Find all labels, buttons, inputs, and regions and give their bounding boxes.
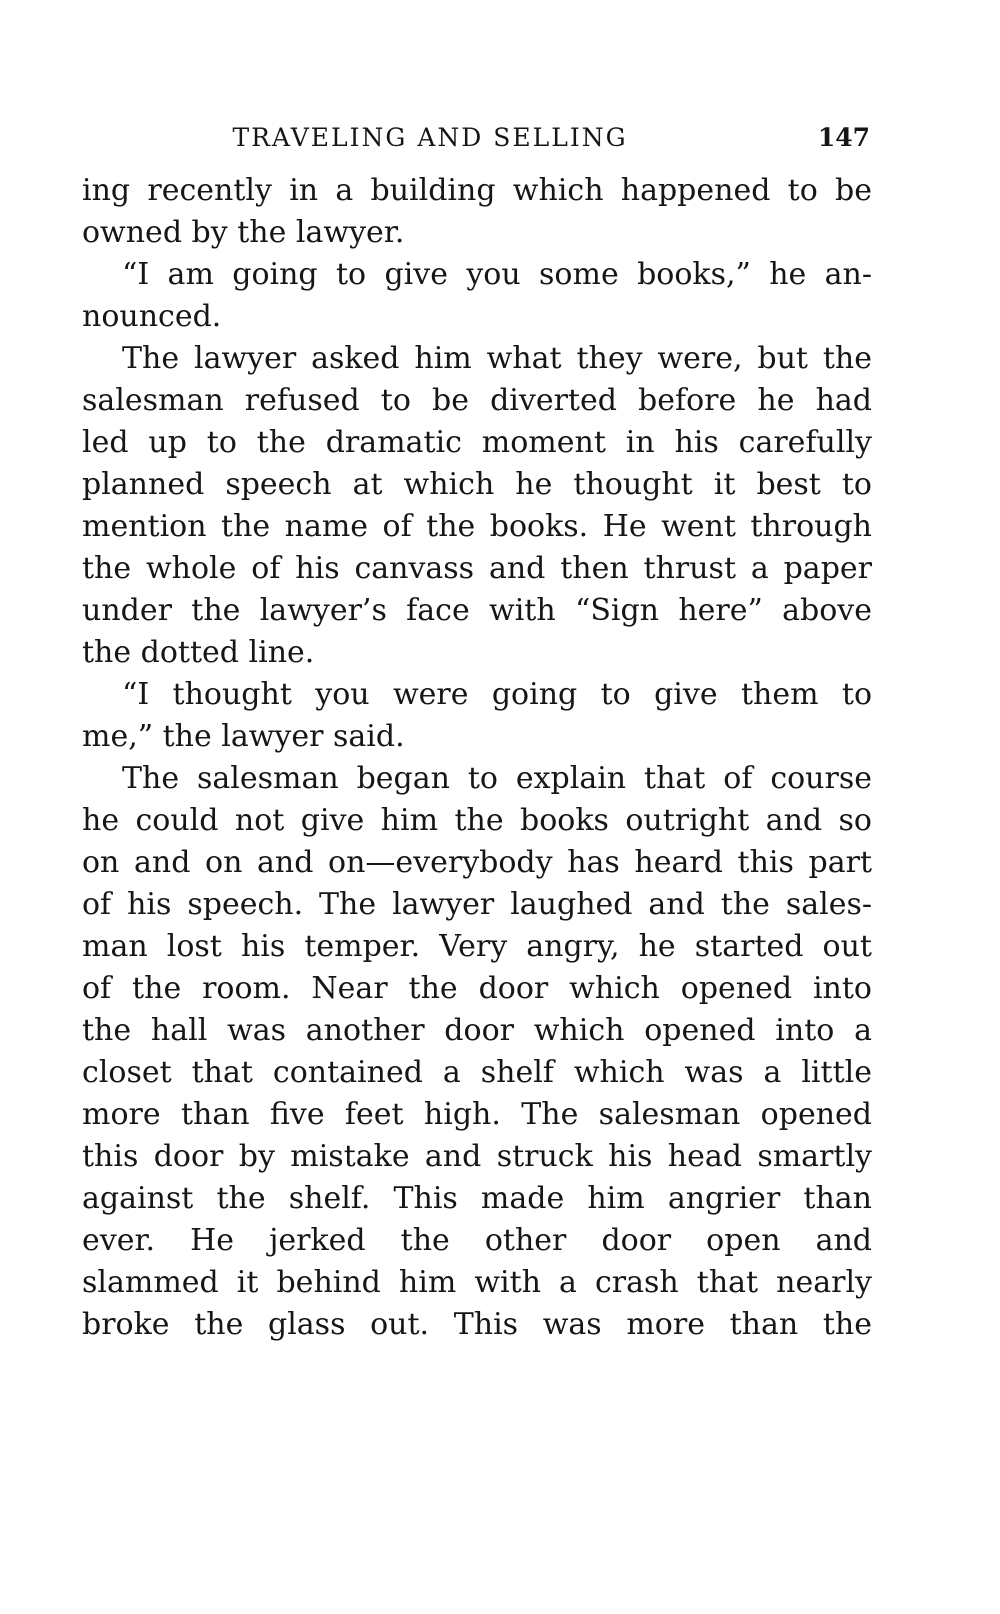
text-line: of his speech. The lawyer laughed and the sales- [82,887,872,922]
paragraph [82,758,872,1346]
body-text [82,170,872,1346]
text-line: against the shelf. This made him angrier than [82,1181,872,1216]
text-line: on and on and on—everybody has heard this part [82,845,872,880]
text-line: ever. He jerked the other door open and [82,1223,872,1258]
text-line: under the lawyer’s face with “Sign here” above [82,593,872,628]
text-line: closet that contained a shelf which was a little [82,1055,872,1090]
page-number: 147 [817,123,870,152]
text-line: nounced. [82,299,222,334]
text-line: ing recently in a building which happened to be [82,173,872,208]
text-line: owned by the lawyer. [82,215,405,250]
text-line: led up to the dramatic moment in his carefully [82,425,872,460]
text-line: the dotted line. [82,635,315,670]
text-line: the hall was another door which opened into a [82,1013,872,1048]
text-line: me,” the lawyer said. [82,719,405,754]
text-line: man lost his temper. Very angry, he started out [82,929,872,964]
running-head [80,118,870,158]
text-line: broke the glass out. This was more than the [82,1307,872,1342]
text-line: “I am going to give you some books,” he an- [122,257,872,292]
text-line: slammed it behind him with a crash that nearly [82,1265,872,1300]
text-line: the whole of his canvass and then thrust a paper [82,551,872,586]
text-line: The salesman began to explain that of course [122,761,872,796]
text-line: he could not give him the books outright and so [82,803,872,838]
text-line: more than five feet high. The salesman opened [82,1097,872,1132]
text-line: this door by mistake and struck his head smartly [82,1139,872,1174]
running-title: TRAVELING AND SELLING [232,123,628,152]
paragraph [82,674,872,758]
paragraph [82,338,872,674]
text-line: The lawyer asked him what they were, but the [122,341,872,376]
paragraph [82,254,872,338]
paragraph [82,170,872,254]
text-line: salesman refused to be diverted before he had [82,383,872,418]
text-line: planned speech at which he thought it best to [82,467,872,502]
text-line: “I thought you were going to give them to [122,677,872,712]
text-line: mention the name of the books. He went through [82,509,872,544]
text-line: of the room. Near the door which opened into [82,971,872,1006]
